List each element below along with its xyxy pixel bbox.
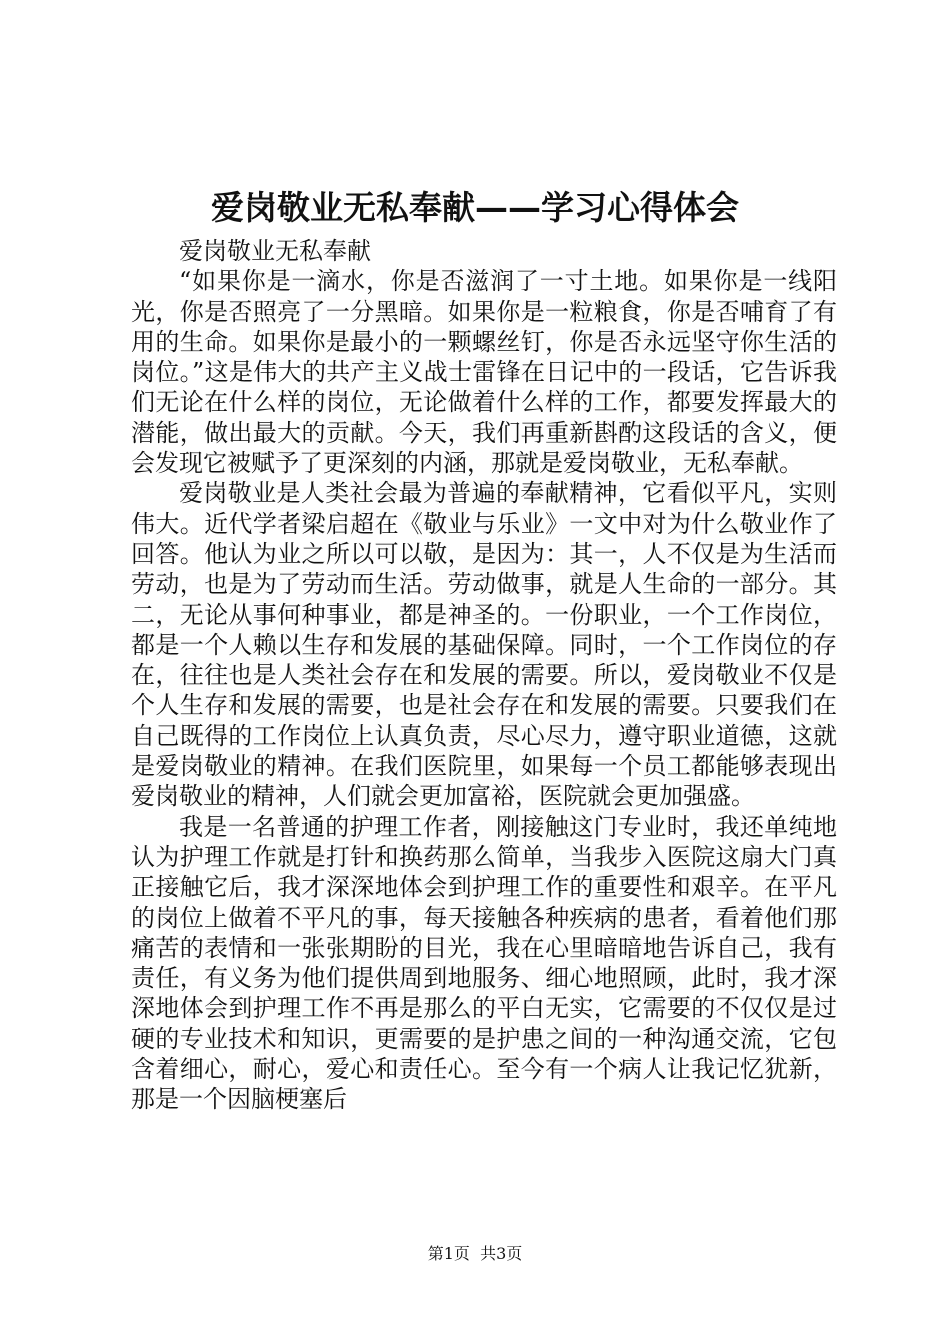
paragraph-1: “如果你是一滴水，你是否滋润了一寸土地。如果你是一线阳光，你是否照亮了一分黑暗。如果你是一粒粮食，你是否哺育了有用的生命。如果你是最小的一颗螺丝钉，你是否永远坚守你生活的岗位。”这是伟大的共产主义战士雷锋在日记中的一段话，它告诉我们无论在什么样的岗位，无论做着什么样的工作，都要发挥最大的潜能，做出最大的贡献。今天，我们再重新斟酌这段话的含义，便会发现它被赋予了更深刻的内涵，那就是爱岗敬业，无私奉献。 (131, 267, 837, 478)
page-number: 第1页 (427, 1244, 470, 1263)
paragraph-3: 我是一名普通的护理工作者，刚接触这门专业时，我还单纯地认为护理工作就是打针和换药那么简单，当我步入医院这扇大门真正接触它后，我才深深地体会到护理工作的重要性和艰辛。在平凡的岗位上做着不平凡的事，每天接触各种疾病的患者，看着他们那痛苦的表情和一张张期盼的目光，我在心里暗暗地告诉自己，我有责任，有义务为他们提供周到地服务、细心地照顾，此时，我才深深地体会到护理工作不再是那么的平白无实，它需要的不仅仅是过硬的专业技术和知识，更需要的是护患之间的一种沟通交流，它包含着细心，耐心，爱心和责任心。至今有一个病人让我记忆犹新，那是一个因脑梗塞后 (131, 812, 837, 1114)
page-total: 共3页 (480, 1244, 523, 1263)
paragraph-2: 爱岗敬业是人类社会最为普遍的奉献精神，它看似平凡，实则伟大。近代学者梁启超在《敬业与乐业》一文中对为什么敬业作了回答。他认为业之所以可以敬，是因为：其一，人不仅是为生活而劳动，也是为了劳动而生活。劳动做事，就是人生命的一部分。其二，无论从事何种事业，都是神圣的。一份职业，一个工作岗位，都是一个人赖以生存和发展的基础保障。同时，一个工作岗位的存在，往往也是人类社会存在和发展的需要。所以，爱岗敬业不仅是个人生存和发展的需要，也是社会存在和发展的需要。只要我们在自己既得的工作岗位上认真负责，尽心尽力，遵守职业道德，这就是爱岗敬业的精神。在我们医院里，如果每一个员工都能够表现出爱岗敬业的精神，人们就会更加富裕，医院就会更加强盛。 (131, 479, 837, 811)
document-body (131, 236, 837, 1115)
page-footer (0, 1244, 950, 1264)
document-title: 爱岗敬业无私奉献——学习心得体会 (211, 188, 739, 227)
section-heading: 爱岗敬业无私奉献 (179, 237, 371, 265)
